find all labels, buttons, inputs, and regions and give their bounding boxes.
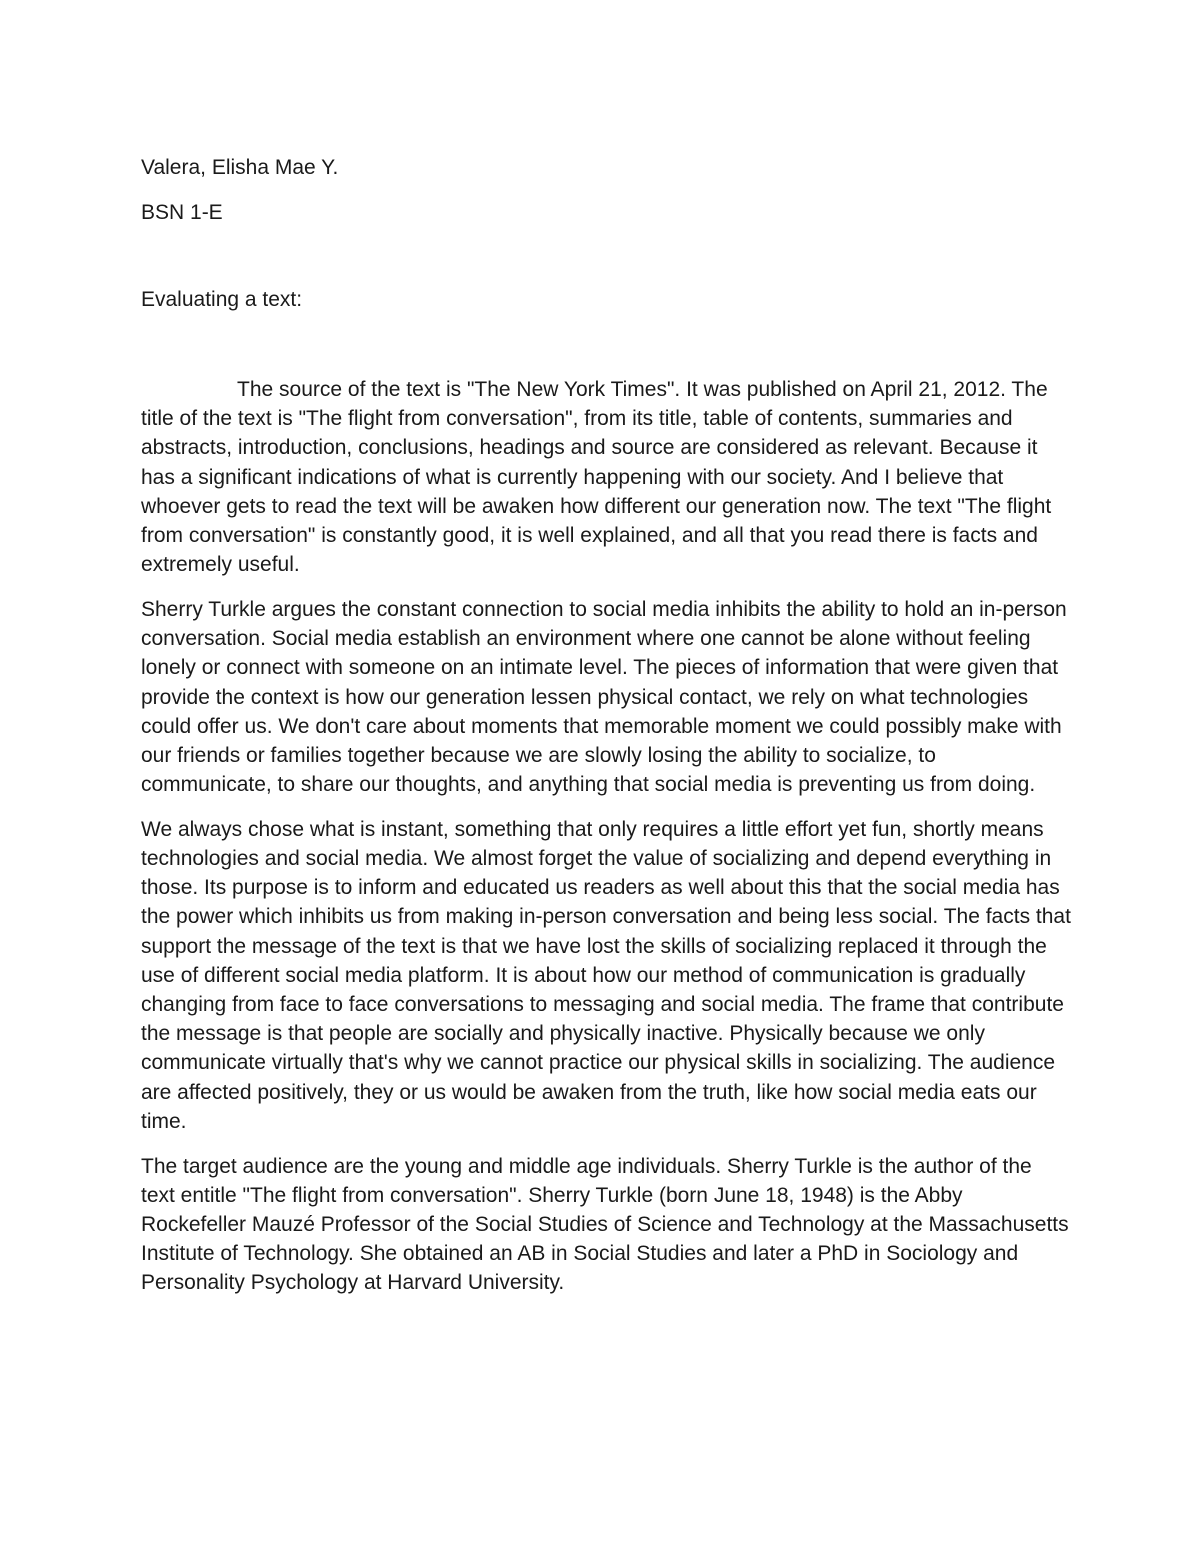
- paragraph-source: The source of the text is "The New York Times". It was published on April 21, 2012. The title of the text is "The flight from conversation", from its title, table of contents, summaries and abstracts, introduction, conclusions, headings and source are considered as relevant. Because it has a significant indications of what is currently happening with our society. And I believe that whoever gets to read the text will be awaken how different our generation now. The text "The flight from conversation" is constantly good, it is well explained, and all that you read there is facts and extremely useful.: [141, 378, 1052, 577]
- student-name: Valera, Elisha Mae Y.: [141, 156, 339, 179]
- paragraph-argument: Sherry Turkle argues the constant connection to social media inhibits the ability to hold an in-person conversation. Social media establish an environment where one cannot be alone without feeling lonely or connect with someone on an intimate level. The pieces of information that were given that provide the context is how our generation lessen physical contact, we rely on what technologies could offer us. We don't care about moments that memorable moment we could possibly make with our friends or families together because we are slowly losing the ability to socialize, to communicate, to share our thoughts, and anything that social media is preventing us from doing.: [141, 597, 1067, 797]
- document-heading: Evaluating a text:: [141, 288, 303, 311]
- section-label: BSN 1-E: [141, 201, 223, 224]
- paragraph-purpose: We always chose what is instant, something that only requires a little effort yet fun, shortly means technologies and social media. We almost forget the value of socializing and depend everything in those. Its purpose is to inform and educated us readers as well about this that the social media has the power which inhibits us from making in-person conversation and being less social. The facts that support the message of the text is that we have lost the skills of socializing replaced it through the use of different social media platform. It is about how our method of communication is gradually changing from face to face conversations to messaging and social media. The frame that contribute the message is that people are socially and physically inactive. Physically because we only communicate virtually that's why we cannot practice our physical skills in socializing. The audience are affected positively, they or us would be awaken from the truth, like how social media eats our time.: [141, 817, 1071, 1133]
- paragraph-audience: The target audience are the young and middle age individuals. Sherry Turkle is the author of the text entitle "The flight from conversation". Sherry Turkle (born June 18, 1948) is the Abby Rockefeller Mauzé Professor of the Social Studies of Science and Technology at the Massachusetts Institute of Technology. She obtained an AB in Social Studies and later a PhD in Sociology and Personality Psychology at Harvard University.: [141, 1154, 1069, 1295]
- document-body: [141, 375, 1071, 1313]
